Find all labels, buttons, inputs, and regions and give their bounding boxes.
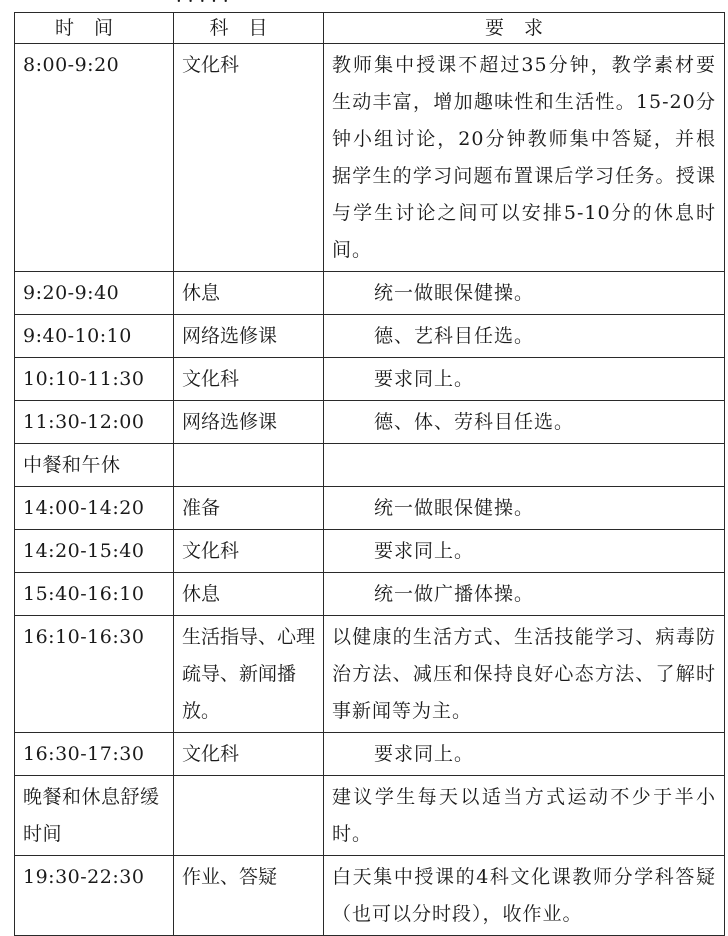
table-row — [15, 44, 725, 272]
subject-cell: 休息 — [174, 272, 324, 315]
table-row — [15, 487, 725, 530]
time-cell: 16:10-16:30 — [15, 616, 174, 733]
requirement-cell: 要求同上。 — [324, 733, 725, 776]
time-cell: 10:10-11:30 — [15, 358, 174, 401]
cut-off-caption — [0, 0, 728, 10]
subject-cell — [174, 776, 324, 856]
requirement-cell: 统一做广播体操。 — [324, 573, 725, 616]
time-cell: 11:30-12:00 — [15, 401, 174, 444]
requirement-cell: 教师集中授课不超过35分钟，教学素材要生动丰富，增加趣味性和生活性。15-20分钟小组讨论，20分钟教师集中答疑，并根据学生的学习问题布置课后学习任务。授课与学生讨论之间可以安排5-10分的休息时间。 — [324, 44, 725, 272]
table-row — [15, 530, 725, 573]
requirement-cell: 要求同上。 — [324, 358, 725, 401]
header-requirement: 要求 — [324, 13, 725, 44]
time-cell: 9:40-10:10 — [15, 315, 174, 358]
time-cell: 9:20-9:40 — [15, 272, 174, 315]
subject-cell: 生活指导、心理疏导、新闻播放。 — [174, 616, 324, 733]
table-row — [15, 315, 725, 358]
subject-cell: 文化科 — [174, 733, 324, 776]
subject-cell — [174, 444, 324, 487]
time-cell: 14:00-14:20 — [15, 487, 174, 530]
subject-cell: 网络选修课 — [174, 401, 324, 444]
table-row — [15, 358, 725, 401]
requirement-cell: 统一做眼保健操。 — [324, 272, 725, 315]
requirement-cell: 白天集中授课的4科文化课教师分学科答疑（也可以分时段），收作业。 — [324, 856, 725, 936]
time-cell: 19:30-22:30 — [15, 856, 174, 936]
header-subject: 科目 — [174, 13, 324, 44]
subject-cell: 网络选修课 — [174, 315, 324, 358]
time-cell: 8:00-9:20 — [15, 44, 174, 272]
requirement-cell: 建议学生每天以适当方式运动不少于半小时。 — [324, 776, 725, 856]
subject-cell: 作业、答疑 — [174, 856, 324, 936]
subject-cell: 文化科 — [174, 530, 324, 573]
caption-fragment: ····· — [176, 0, 235, 12]
table-row — [15, 616, 725, 733]
requirement-cell: 要求同上。 — [324, 530, 725, 573]
table-row — [15, 573, 725, 616]
table-row — [15, 776, 725, 856]
table-row — [15, 733, 725, 776]
requirement-cell: 以健康的生活方式、生活技能学习、病毒防治方法、减压和保持良好心态方法、了解时事新闻等为主。 — [324, 616, 725, 733]
time-cell: 14:20-15:40 — [15, 530, 174, 573]
requirement-cell: 德、艺科目任选。 — [324, 315, 725, 358]
table-row — [15, 444, 725, 487]
requirement-cell — [324, 444, 725, 487]
requirement-cell: 德、体、劳科目任选。 — [324, 401, 725, 444]
time-cell: 15:40-16:10 — [15, 573, 174, 616]
header-row — [15, 13, 725, 44]
table-row — [15, 856, 725, 936]
table-row — [15, 401, 725, 444]
subject-cell: 文化科 — [174, 358, 324, 401]
subject-cell: 准备 — [174, 487, 324, 530]
time-cell: 中餐和午休 — [15, 444, 174, 487]
requirement-cell: 统一做眼保健操。 — [324, 487, 725, 530]
subject-cell: 休息 — [174, 573, 324, 616]
table-row — [15, 272, 725, 315]
time-cell: 16:30-17:30 — [15, 733, 174, 776]
schedule-table — [14, 12, 725, 936]
time-cell: 晚餐和休息舒缓时间 — [15, 776, 174, 856]
subject-cell: 文化科 — [174, 44, 324, 272]
header-time: 时间 — [15, 13, 174, 44]
